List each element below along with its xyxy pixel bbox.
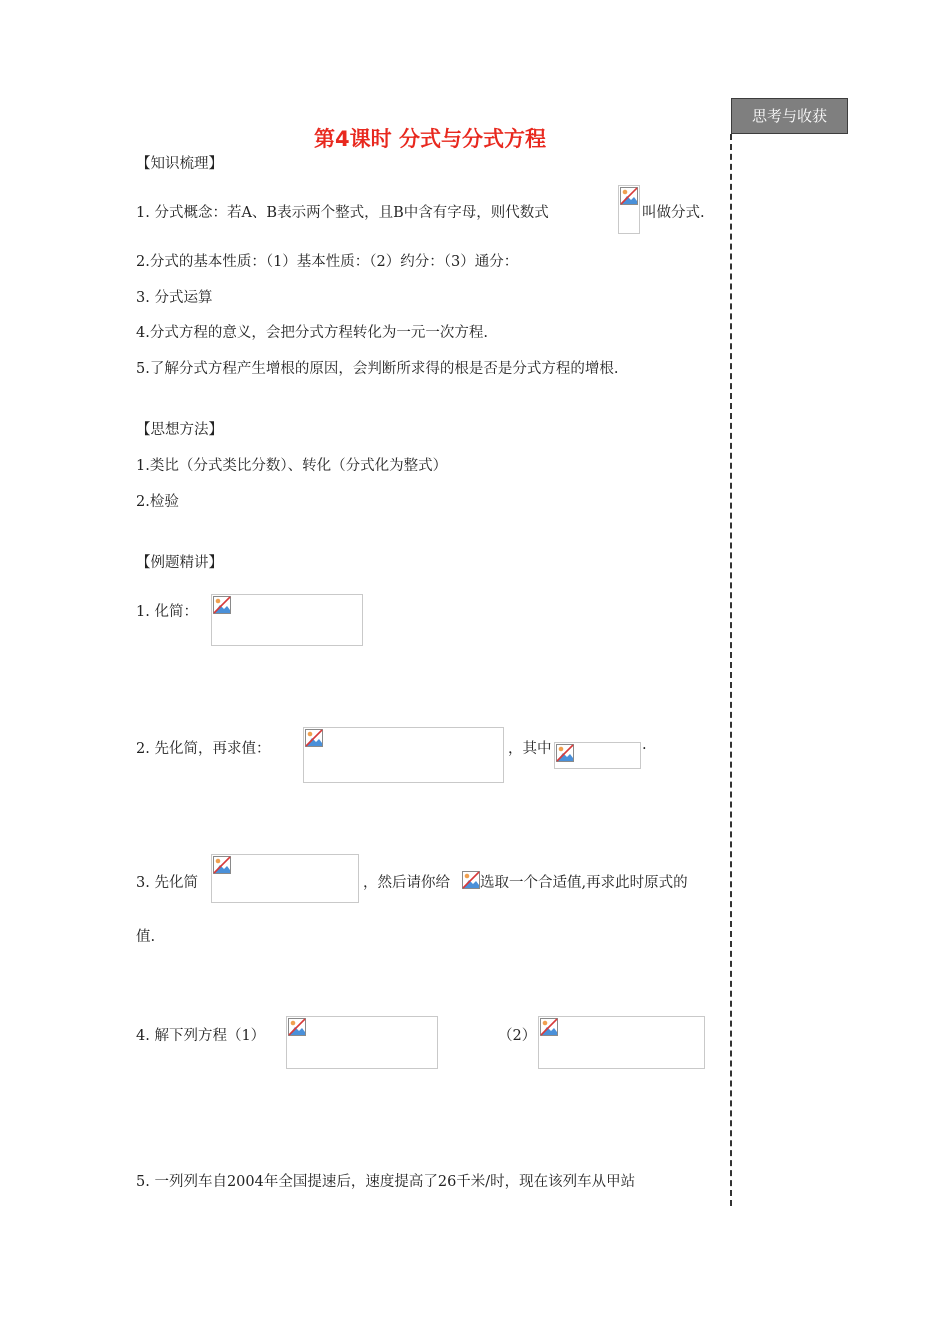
fraction-formula-image	[618, 185, 640, 234]
broken-image-icon	[305, 729, 323, 747]
examples-heading: 【例题精讲】	[136, 555, 223, 571]
methods-item-1: 1.类比（分式类比分数）、转化（分式化为整式）	[136, 458, 448, 474]
page-title: 第4课时 分式与分式方程	[314, 127, 546, 151]
example-2-label: 2. 先化简，再求值：	[136, 741, 271, 757]
broken-image-icon	[213, 596, 231, 614]
example-4-equation-2-image	[538, 1016, 705, 1069]
example-4-label: 4. 解下列方程（1）	[136, 1028, 266, 1044]
knowledge-item-1-tail: 叫做分式.	[642, 205, 705, 221]
broken-image-icon	[540, 1018, 558, 1036]
example-4-equation-1-image	[286, 1016, 438, 1069]
broken-image-icon	[288, 1018, 306, 1036]
example-3-label: 3. 先化简	[136, 875, 198, 891]
example-4-part-2-label: （2）	[498, 1028, 537, 1044]
methods-heading: 【思想方法】	[136, 422, 223, 438]
example-3-tail-text: 选取一个合适值,再求此时原式的	[480, 875, 688, 891]
sidebar-label-box: 思考与收获	[731, 98, 848, 134]
knowledge-item-5: 5.了解分式方程产生增根的原因，会判断所求得的根是否是分式方程的增根.	[136, 361, 619, 377]
knowledge-item-4: 4.分式方程的意义，会把分式方程转化为一元一次方程.	[136, 325, 488, 341]
broken-image-icon	[556, 744, 574, 762]
knowledge-item-1-text: 1. 分式概念：若A、B表示两个整式，且B中含有字母，则代数式	[136, 205, 549, 221]
example-3-formula-image	[211, 854, 359, 903]
methods-item-2: 2.检验	[136, 494, 179, 510]
knowledge-heading: 【知识梳理】	[136, 156, 223, 172]
broken-image-icon	[462, 871, 480, 889]
example-5-text: 5. 一列列车自2004年全国提速后，速度提高了26千米/时，现在该列车从甲站	[136, 1174, 636, 1190]
sidebar-dashed-divider	[730, 134, 732, 1206]
example-1-formula-image	[211, 594, 363, 646]
example-3-continued: 值.	[136, 929, 156, 945]
example-2-formula-image	[303, 727, 504, 783]
broken-image-icon	[620, 187, 638, 205]
knowledge-item-2: 2.分式的基本性质：（1）基本性质：（2）约分：（3）通分：	[136, 254, 519, 270]
example-2-period: .	[642, 737, 647, 753]
knowledge-item-3: 3. 分式运算	[136, 290, 213, 306]
broken-image-icon	[213, 856, 231, 874]
example-2-where-text: ，其中	[508, 741, 552, 757]
example-3-middle-text: ，然后请你给	[363, 875, 450, 891]
example-1-label: 1. 化简：	[136, 604, 198, 620]
example-2-condition-image	[554, 742, 641, 769]
